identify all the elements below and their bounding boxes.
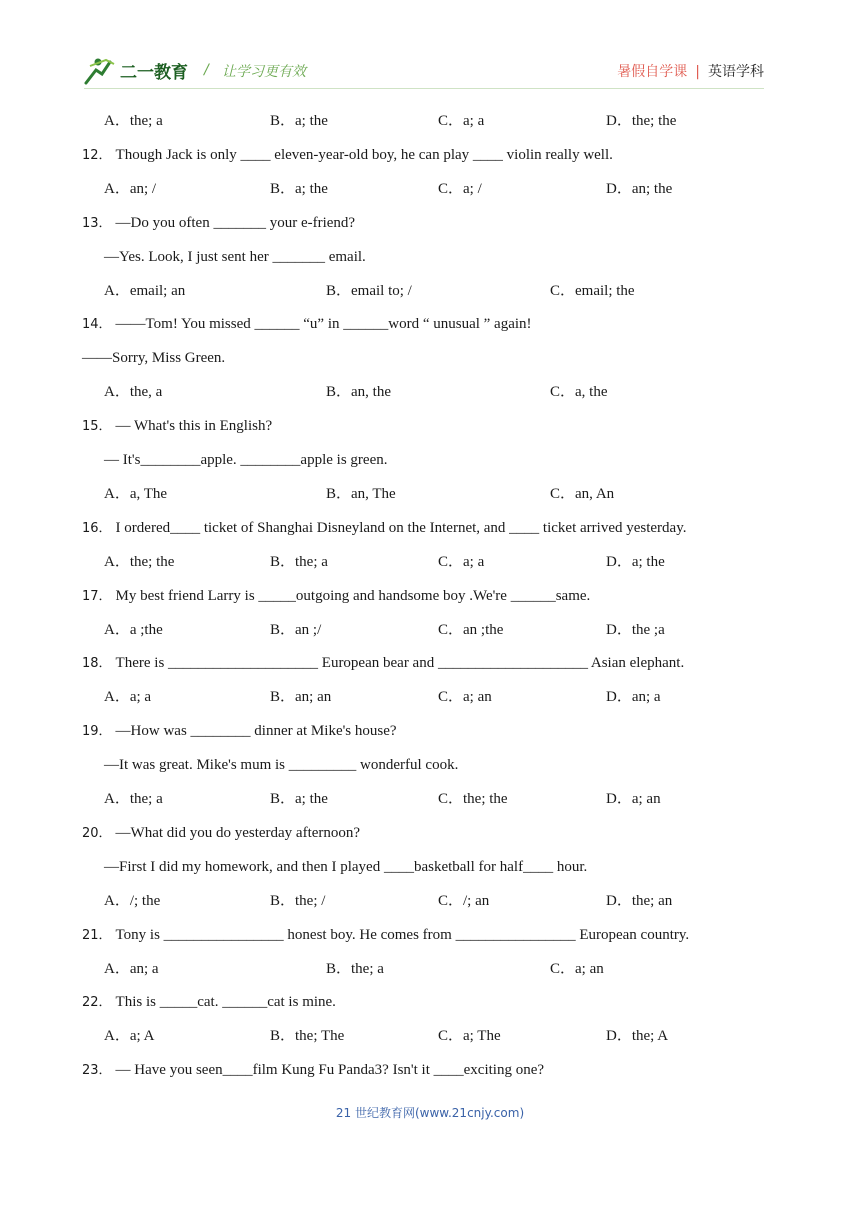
option-a: A．email; an [104,282,186,299]
option-d: D．the; an [606,892,673,909]
question-number: 15． [82,419,112,435]
question-text: Though Jack is only ____ eleven-year-old boy, he can play ____ violin really well. [115,146,613,163]
question-text: Tony is ________________ honest boy. He comes from ________________ European country. [115,926,690,943]
slogan: 让学习更有效 [222,64,306,80]
option-d: D．the; the [606,113,677,129]
option-a: A．/; the [104,892,161,909]
question-stem [82,579,590,613]
question-text: — What's this in English? [115,418,273,435]
option-c: C．the; the [438,791,508,807]
option-d: D．the ;a [606,621,665,638]
option-c: C．a, the [550,384,608,401]
option-c: C．a; a [438,113,485,129]
option-b: B．the; The [270,1028,345,1045]
option-b: B．an ;/ [270,621,322,638]
question-number: 23． [82,1063,112,1079]
option-c: C．a; an [438,689,492,706]
question-text: —How was ________ dinner at Mike's house? [115,723,397,740]
svg-text:二一教育: 二一教育 [120,63,188,83]
question-text: ——Tom! You missed ______ “u” in ______word “ unusual ” again! [115,316,532,333]
question-number: 18． [82,656,112,672]
header-separator: | [695,64,700,80]
question-text: There is ____________________ European bear and ____________________ Asian elephant. [115,655,685,672]
slogan-divider: / [204,62,209,78]
question-stem [82,409,272,443]
question-number: 19． [82,724,112,740]
question-number: 22． [82,995,112,1011]
option-a: A．an; / [104,180,157,197]
option-b: B．an, the [326,384,391,401]
question-number: 13． [82,215,112,231]
option-a: A．the; a [104,791,163,807]
dialogue-line: —Yes. Look, I just sent her _______ email. [104,248,366,265]
question-stem [82,816,360,850]
page-header [0,0,860,96]
question-number: 17． [82,588,112,604]
option-d: D．an; a [606,689,661,706]
question-text: — Have you seen____film Kung Fu Panda3? Isn't it ____exciting one? [115,1062,545,1079]
option-b: B．the; a [326,960,384,977]
question-number: 16． [82,520,112,536]
question-stem [82,138,613,172]
option-c: C．an, An [550,485,615,502]
subject-label: 英语学科 [708,64,764,80]
dialogue-line: ——Sorry, Miss Green. [82,350,226,367]
option-b: B．email to; / [326,282,412,299]
question-text: —Do you often _______ your e-friend? [115,214,356,231]
option-a: A．an; a [104,960,159,977]
question-stem [82,206,355,240]
page-footer: 21 世纪教育网(www.21cnjy.com) [335,1106,525,1120]
option-b: B．a; the [270,791,328,807]
option-b: B．the; a [270,553,328,570]
dialogue-line: —First I did my homework, and then I played ____basketball for half____ hour. [104,858,588,875]
question-text: —What did you do yesterday afternoon? [115,824,361,841]
question-number: 20． [82,825,112,841]
option-a: A．a; a [104,689,152,706]
option-a: A．the; the [104,553,175,570]
header-right [617,61,764,81]
header-divider [84,88,764,89]
question-stem [82,307,532,341]
option-c: C．a; an [550,960,604,977]
option-b: B．the; / [270,892,326,909]
question-number: 12． [82,147,112,163]
option-c: C．email; the [550,282,635,299]
option-c: C．a; / [438,180,482,197]
option-b: B．a; the [270,113,328,129]
dialogue-line: — It's________apple. ________apple is green. [104,452,388,468]
option-b: B．an; an [270,689,332,706]
question-number: 21． [82,927,112,943]
option-a: A．the; a [104,113,163,129]
option-a: A．a ;the [104,621,163,638]
option-d: D．the; A [606,1028,669,1045]
course-label: 暑假自学课 [617,64,688,80]
option-d: D．a; the [606,553,665,570]
option-a: A．a; A [104,1028,155,1045]
question-stem [82,511,686,545]
question-stem [82,918,689,952]
option-c: C．a; a [438,553,485,570]
option-b: B．an, The [326,485,396,502]
question-stem [82,714,397,748]
option-c: C．an ;the [438,621,504,638]
question-text: My best friend Larry is _____outgoing and handsome boy .We're ______same. [115,587,591,604]
option-c: C．a; The [438,1028,501,1045]
option-d: D．an; the [606,180,673,197]
option-b: B．a; the [270,180,328,197]
option-d: D．a; an [606,791,661,807]
question-stem [82,985,336,1019]
site-logo [84,56,194,86]
option-c: C．/; an [438,892,490,909]
question-text: This is _____cat. ______cat is mine. [115,994,336,1011]
dialogue-line: —It was great. Mike's mum is _________ wonderful cook. [104,757,459,774]
question-text: I ordered____ ticket of Shanghai Disneyland on the Internet, and ____ ticket arrived yesterday. [115,519,687,536]
question-number: 14． [82,317,112,333]
option-a: A．the, a [104,384,163,401]
option-a: A．a, The [104,485,168,502]
question-stem [82,1053,544,1087]
question-stem [82,646,684,680]
